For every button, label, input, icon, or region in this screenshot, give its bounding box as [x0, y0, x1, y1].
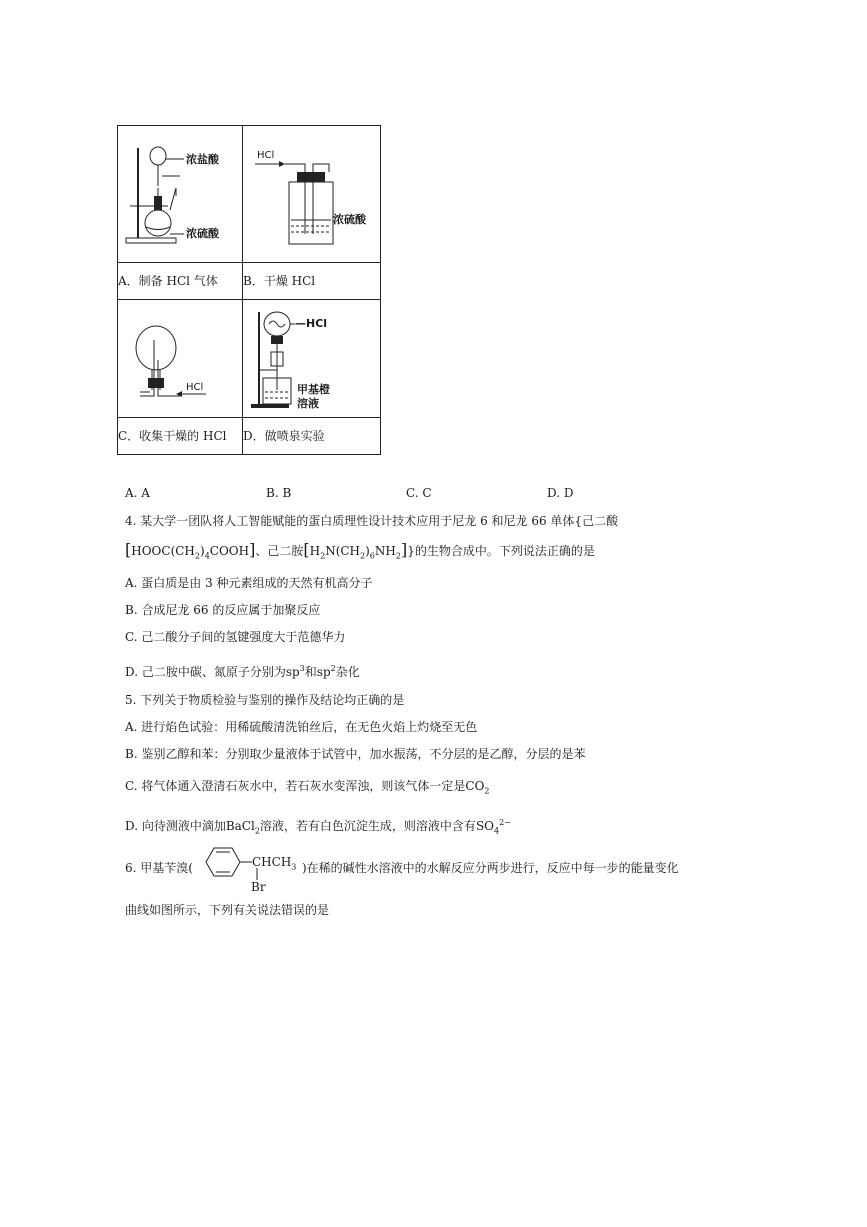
cell-b-image: [243, 126, 381, 263]
label-methyl-orange: 甲基橙: [297, 383, 330, 396]
label-solution: 溶液: [297, 397, 319, 410]
q4-option-a: A. 蛋白质是由 3 种元素组成的天然有机高分子: [125, 576, 373, 590]
q4-option-c: C. 己二酸分子间的氢键强度大于范德华力: [125, 630, 346, 644]
apparatus-table: [117, 125, 381, 455]
cell-a-image: [118, 126, 243, 263]
label-conc-h2so4-b: 浓硫酸: [333, 213, 366, 226]
apparatus-c-drawing: [118, 300, 242, 417]
q5-option-d: D. 向待测液中滴加BaCl$_2$溶液，若有白色沉淀生成，则溶液中含有$SO_4^{2-}$: [125, 818, 511, 836]
q4-option-b: B. 合成尼龙 66 的反应属于加聚反应: [125, 603, 321, 617]
q3-option-b: B. B: [266, 486, 292, 500]
caption-c: C．收集干燥的 HCl: [118, 418, 243, 455]
caption-a: A．制备 HCl 气体: [118, 263, 243, 300]
apparatus-b-drawing: [243, 126, 380, 262]
q6-stem-middle: )在稀的碱性水溶液中的水解反应分两步进行，反应中每一步的能量变化: [302, 861, 679, 875]
q3-option-a: A. A: [125, 486, 150, 500]
q3-option-d: D. D: [547, 486, 574, 500]
label-conc-h2so4: 浓硫酸: [186, 227, 219, 240]
label-hcl-d: —HCl: [295, 317, 328, 330]
caption-d: D．做喷泉实验: [243, 418, 381, 455]
q5-option-b: B. 鉴别乙醇和苯：分别取少量液体于试管中，加水振荡，不分层的是乙醇，分层的是苯: [125, 747, 586, 761]
q5-option-a: A. 进行焰色试验：用稀硫酸清洗铂丝后，在无色火焰上灼烧至无色: [125, 720, 478, 734]
q6-stem-end: 曲线如图所示，下列有关说法错误的是: [125, 903, 330, 917]
q3-option-c: C. C: [406, 486, 432, 500]
cell-c-image: [118, 300, 243, 418]
q4-stem-line2: $[HOOC(CH_2)_4COOH]$、己二胺$[H_2N(CH_2)_6NH_2]$}的生物合成中。下列说法正确的是: [125, 540, 595, 561]
q5-stem: 5. 下列关于物质检验与鉴别的操作及结论均正确的是: [125, 693, 405, 707]
cell-d-image: [243, 300, 381, 418]
label-conc-hcl: 浓盐酸: [186, 153, 219, 166]
benzene-ring-icon: [196, 842, 252, 882]
structure-br: Br: [251, 880, 266, 894]
caption-b: B．干燥 HCl: [243, 263, 381, 300]
q4-option-d: D. 己二胺中碳、氮原子分别为$sp^3$和$sp^2$杂化: [125, 664, 360, 679]
q4-stem-line1: 4. 某大学一团队将人工智能赋能的蛋白质理性设计技术应用于尼龙 6 和尼龙 66 单体{己二酸: [125, 514, 619, 528]
q6-stem-start: 6. 甲基苄溴(: [125, 861, 193, 875]
label-hcl-c: HCl: [186, 382, 204, 393]
q5-option-c: C. 将气体通入澄清石灰水中，若石灰水变浑浊，则该气体一定是$CO_2$: [125, 779, 490, 796]
label-hcl-b: HCl: [257, 150, 275, 161]
apparatus-a-drawing: [118, 126, 242, 262]
structure-chain: $CHCH_3$: [252, 855, 297, 872]
